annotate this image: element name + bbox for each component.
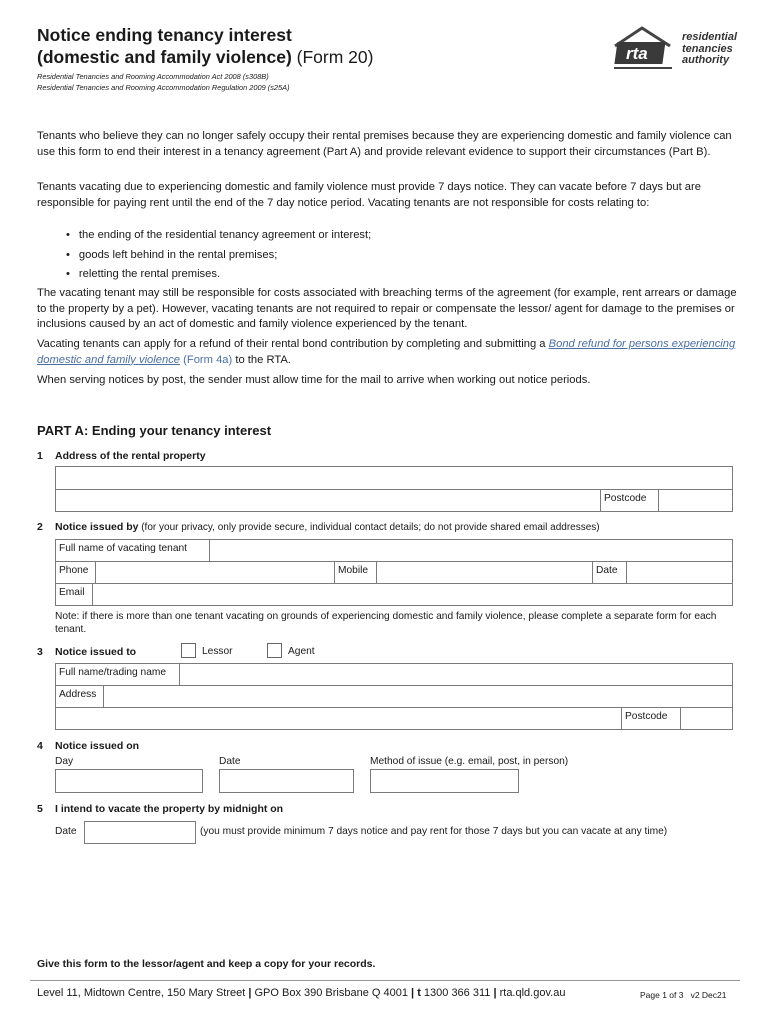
mobile-input[interactable] <box>376 561 593 584</box>
title-line-2 <box>37 46 373 68</box>
part-a-heading <box>37 423 271 438</box>
vacate-date-label: Date <box>55 826 77 837</box>
method-label: Method of issue (e.g. email, post, in person) <box>370 756 569 767</box>
p4-end: to the RTA. <box>232 353 291 366</box>
intro-paragraph-4 <box>37 337 737 368</box>
footer-separator: | <box>245 987 255 999</box>
form-version: v2 Dec21 <box>690 990 727 1000</box>
legislation-refs <box>37 72 290 93</box>
bullet-item: • goods left behind in the rental premises; <box>66 248 277 263</box>
address-label: Address <box>55 685 104 708</box>
title-form-number: (Form 20) <box>291 47 374 67</box>
footer-phone: 1300 366 311 <box>420 987 491 999</box>
bond-refund-link[interactable]: Bond refund for persons experiencing domestic and family violence <box>37 338 736 366</box>
logo-wordmark <box>682 32 737 67</box>
intro-paragraph-1: Tenants who believe they can no longer safely occupy their rental premises because they are experiencing domestic and family violence can use this form to end their interest in a tenancy agreement (Part A) and provide relevant evidence to support their circumstances (Part B). <box>37 130 732 158</box>
q1-label: Address of the rental property <box>55 450 206 462</box>
bullet-item: • the ending of the residential tenancy agreement or interest; <box>66 228 371 243</box>
agent-checkbox[interactable] <box>267 643 282 658</box>
phone-input[interactable] <box>95 561 335 584</box>
rta-logo <box>612 24 742 74</box>
intro-paragraph-5: When serving notices by post, the sender must allow time for the mail to arrive when working out notice periods. <box>37 374 591 386</box>
day-input[interactable] <box>55 769 203 793</box>
footer-contact <box>37 987 565 999</box>
q5-note: (you must provide minimum 7 days notice and pay rent for those 7 days but you can vacate at any time) <box>200 826 668 837</box>
q5-number: 5 <box>37 803 43 815</box>
footer-divider <box>30 980 740 981</box>
date-label: Date <box>592 561 627 584</box>
part-a-label: PART A: <box>37 423 89 438</box>
date-input[interactable] <box>626 561 733 584</box>
multiple-tenants-note: Note: if there is more than one tenant vacating on grounds of experiencing domestic and family violence, please complete a separate form for each tenant. <box>55 611 717 635</box>
logo-line-3: authority <box>682 54 730 66</box>
lessor-label: Lessor <box>202 646 233 657</box>
part-a-title: Ending your tenancy interest <box>88 423 272 438</box>
full-name-vacating-label: Full name of vacating tenant <box>55 539 210 562</box>
logo-line-1: residential <box>682 31 738 43</box>
page-info <box>640 990 727 1000</box>
agent-label: Agent <box>288 646 315 657</box>
footer-address: Level 11, Midtown Centre, 150 Mary Street <box>37 987 246 999</box>
day-label: Day <box>55 756 74 767</box>
act-reference: Residential Tenancies and Rooming Accommodation Act 2008 (s308B) <box>37 72 269 81</box>
method-input[interactable] <box>370 769 519 793</box>
house-icon <box>612 24 682 74</box>
q1-number: 1 <box>37 450 43 462</box>
q2-label <box>55 521 600 533</box>
q2-privacy-note: (for your privacy, only provide secure, individual contact details; do not provide shared email addresses) <box>138 522 600 533</box>
footer-separator: | <box>490 987 500 999</box>
full-name-vacating-input[interactable] <box>209 539 733 562</box>
logo-line-2: tenancies <box>682 42 733 55</box>
q3-label: Notice issued to <box>55 646 137 658</box>
p4-text: Vacating tenants can apply for a refund of their rental bond contribution by completing and submitting a <box>37 338 549 350</box>
issue-date-input[interactable] <box>219 769 354 793</box>
address-line-2-input[interactable] <box>55 489 601 512</box>
form-4a-ref: (Form 4a) <box>180 353 233 366</box>
title-dfv: (domestic and family violence) <box>37 47 292 67</box>
q4-number: 4 <box>37 740 43 752</box>
title-line-1: Notice ending tenancy interest <box>37 25 292 45</box>
lessor-postcode-input[interactable] <box>680 707 733 730</box>
q2-number: 2 <box>37 521 43 533</box>
email-label: Email <box>55 583 93 606</box>
closing-instruction: Give this form to the lessor/agent and keep a copy for your records. <box>37 958 376 970</box>
address-line-1-input[interactable] <box>55 466 733 490</box>
lessor-address-line-2-input[interactable] <box>55 707 622 730</box>
page-number: Page 1 of 3 <box>640 990 684 1000</box>
intro-paragraph-3: The vacating tenant may still be responsible for costs associated with breaching terms of the agreement (for example, rent arrears or damage to the property by a pet). However, vacating tenants are not required to repair or compensate the lessor/ agent for damage to the premises or inclusions caused by an act of domestic and family violence experienced by the tenant. <box>37 287 737 330</box>
email-input[interactable] <box>92 583 733 606</box>
lessor-address-line-1-input[interactable] <box>103 685 733 708</box>
full-name-trading-input[interactable] <box>179 663 733 686</box>
page-title <box>37 24 373 68</box>
lessor-checkbox[interactable] <box>181 643 196 658</box>
regulation-reference: Residential Tenancies and Rooming Accommodation Regulation 2009 (s25A) <box>37 82 290 92</box>
q2-title: Notice issued by <box>55 521 139 533</box>
footer-separator: | <box>407 987 418 999</box>
footer-website: rta.qld.gov.au <box>499 987 566 999</box>
lessor-postcode-label: Postcode <box>621 707 681 730</box>
issue-date-label: Date <box>219 756 241 767</box>
vacate-date-input[interactable] <box>84 821 196 844</box>
q3-number: 3 <box>37 646 43 658</box>
logo-abbr: rta <box>626 44 648 63</box>
full-name-trading-label: Full name/trading name <box>55 663 180 686</box>
postcode-label: Postcode <box>600 489 659 512</box>
intro-paragraph-2: Tenants vacating due to experiencing domestic and family violence must provide 7 days notice. They can vacate before 7 days but are responsible for paying rent until the end of the 7 day notice period. Vacating tenants are not responsible for costs relating to: <box>37 181 701 209</box>
q5-label: I intend to vacate the property by midnight on <box>55 803 284 815</box>
footer-t-label: t <box>417 987 421 999</box>
footer-po-box: GPO Box 390 Brisbane Q 4001 <box>254 987 408 999</box>
postcode-input[interactable] <box>658 489 733 512</box>
q4-label: Notice issued on <box>55 740 140 752</box>
mobile-label: Mobile <box>334 561 377 584</box>
bullet-item: • reletting the rental premises. <box>66 267 220 282</box>
phone-label: Phone <box>55 561 96 584</box>
